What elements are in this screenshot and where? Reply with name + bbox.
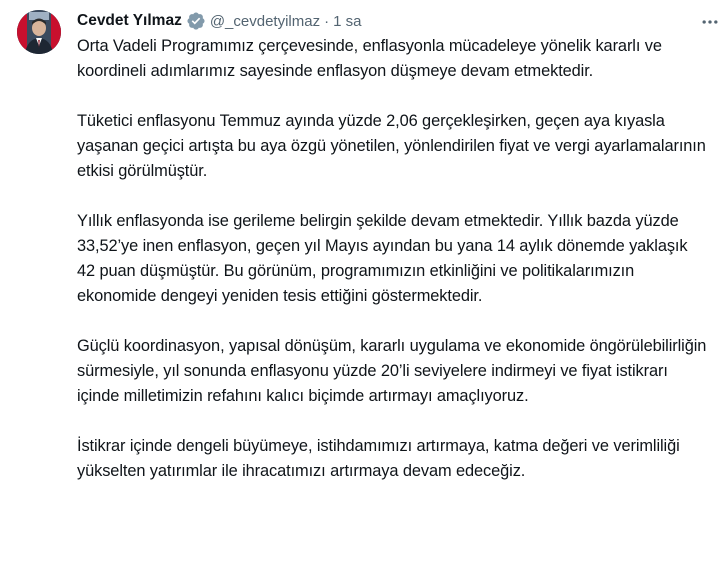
tweet-text [77,34,707,484]
author-name[interactable]: Cevdet Yılmaz [77,12,182,29]
separator-dot: · [324,12,330,30]
paragraph: Güçlü koordinasyon, yapısal dönüşüm, kararlı uygulama ve ekonomide öngörülebilirliğin sürmesiyle, yıl sonunda enflasyonu yüzde 20’li seviyelere indirmeyi ve fiyat istikrarı içinde milletimizin refahını kalıcı biçimde artırmayı amaçlıyoruz. [77,337,707,405]
author-handle[interactable]: @_cevdetyilmaz [209,12,321,30]
paragraph: Orta Vadeli Programımız çerçevesinde, enflasyonla mücadeleye yönelik kararlı ve koordineli adımlarımız sayesinde enflasyon düşmeye devam etmektedir. [77,37,662,80]
tweet-header [77,8,707,34]
avatar-photo [17,10,61,54]
verified-badge-icon[interactable] [186,11,206,31]
paragraph: İstikrar içinde dengeli büyümeye, istihdamımızı artırmaya, katma değeri ve verimliliği yükselten yatırımlar ile ihracatımızı artırmaya devam edeceğiz. [77,437,680,480]
avatar[interactable] [17,10,61,54]
tweet-content [77,8,707,484]
timestamp[interactable]: 1 sa [333,12,362,30]
paragraph: Tüketici enflasyonu Temmuz ayında yüzde 2,06 gerçekleşirken, geçen aya kıyasla yaşanan geçici artışta bu aya özgü yönetilen, yönlendirilen fiyat ve vergi ayarlamalarının etkisi görülmüştür. [77,112,706,180]
paragraph: Yıllık enflasyonda ise gerileme belirgin şekilde devam etmektedir. Yıllık bazda yüzde 33,52’ye inen enflasyon, geçen yıl Mayıs ayından bu yana 14 aylık dönemde yaklaşık 42 puan düşmüştür. Bu görünüm, programımızın etkinliğini ve politikalarımızın ekonomide dengeyi yeniden tesis ettiğini göstermektedir. [77,212,688,305]
more-options-icon[interactable] [698,10,722,34]
